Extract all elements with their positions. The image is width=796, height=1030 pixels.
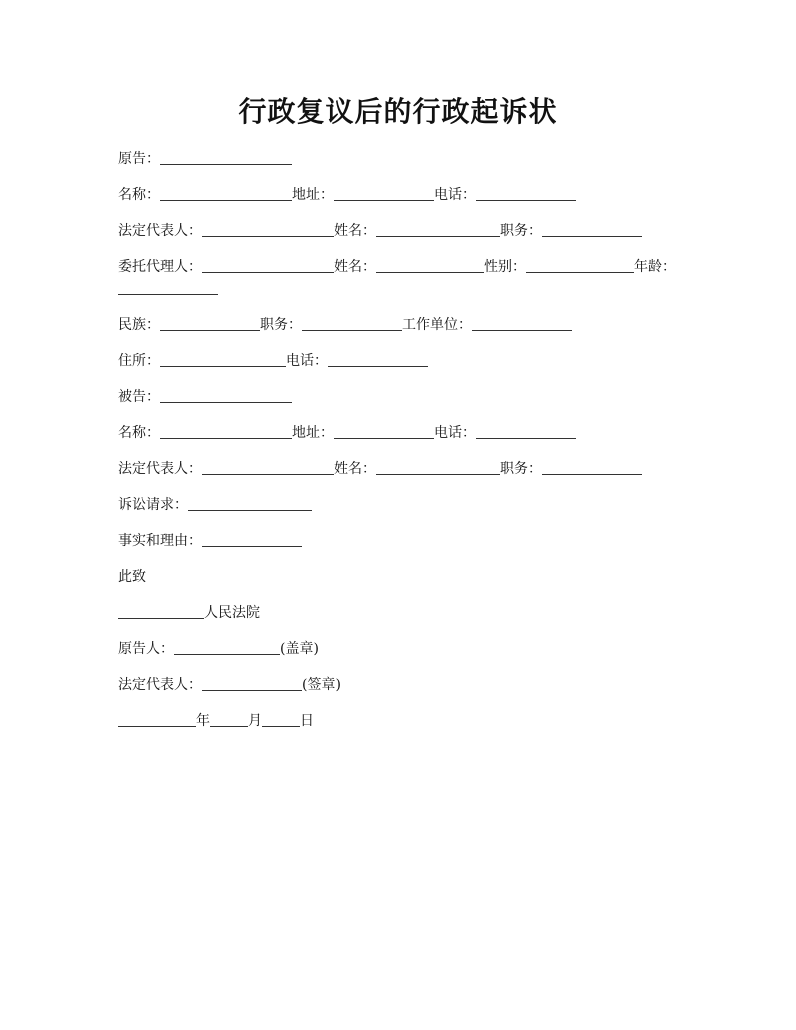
plaintiff-blank[interactable]: [160, 150, 292, 165]
plaintiff-phone-label: 电话：: [434, 187, 476, 203]
ethnicity-line: [118, 314, 678, 336]
defendant-line: [118, 386, 678, 408]
defendant-address-label: 地址：: [292, 425, 334, 441]
closing-text: 此致: [118, 569, 146, 585]
agent-age-label-2: 龄：: [648, 259, 676, 275]
ethnicity-blank[interactable]: [160, 316, 260, 331]
plaintiff-legal-rep-line: [118, 220, 678, 242]
residence-line: [118, 350, 678, 372]
residence-phone-blank[interactable]: [328, 352, 428, 367]
defendant-name-label: 名称：: [118, 425, 160, 441]
agent-label: 委托代理人：: [118, 259, 202, 275]
defendant-rep-position-blank[interactable]: [542, 460, 642, 475]
year-label: 年: [196, 713, 210, 729]
defendant-blank[interactable]: [160, 388, 292, 403]
workplace-blank[interactable]: [472, 316, 572, 331]
month-blank[interactable]: [210, 712, 248, 727]
closing-line: [118, 566, 678, 588]
defendant-rep-name-blank[interactable]: [376, 460, 500, 475]
sign-legal-rep-blank[interactable]: [202, 676, 302, 691]
plaintiff-legal-rep-blank[interactable]: [202, 222, 334, 237]
defendant-legal-rep-line: [118, 458, 678, 480]
plaintiff-rep-position-blank[interactable]: [542, 222, 642, 237]
agent-position-label: 职务：: [260, 317, 302, 333]
agent-name-label: 姓名：: [334, 259, 376, 275]
sign-plaintiff-line: [118, 638, 678, 660]
signature-note: (签章): [302, 677, 341, 693]
court-suffix: 人民法院: [204, 605, 260, 621]
defendant-phone-label: 电话：: [434, 425, 476, 441]
claims-blank[interactable]: [188, 496, 312, 511]
defendant-legal-rep-label: 法定代表人：: [118, 461, 202, 477]
plaintiff-name-label: 名称：: [118, 187, 160, 203]
court-blank[interactable]: [118, 604, 204, 619]
agent-age-label-1: 年: [634, 259, 648, 275]
sign-plaintiff-blank[interactable]: [174, 640, 280, 655]
defendant-name-blank[interactable]: [160, 424, 292, 439]
plaintiff-address-label: 地址：: [292, 187, 334, 203]
agent-blank[interactable]: [202, 258, 334, 273]
claims-label: 诉讼请求：: [118, 497, 188, 513]
facts-line: [118, 530, 678, 552]
document-title: 行政复议后的行政起诉状: [238, 95, 558, 128]
sign-plaintiff-label: 原告人：: [118, 641, 174, 657]
defendant-phone-blank[interactable]: [476, 424, 576, 439]
month-label: 月: [248, 713, 262, 729]
residence-phone-label: 电话：: [286, 353, 328, 369]
court-line: [118, 602, 678, 624]
facts-blank[interactable]: [202, 532, 302, 547]
agent-position-blank[interactable]: [302, 316, 402, 331]
plaintiff-label: 原告：: [118, 151, 160, 167]
agent-gender-blank[interactable]: [526, 258, 634, 273]
workplace-label: 工作单位：: [402, 317, 472, 333]
agent-line: [118, 256, 678, 300]
plaintiff-line: [118, 148, 678, 170]
claims-line: [118, 494, 678, 516]
facts-label: 事实和理由：: [118, 533, 202, 549]
defendant-rep-name-label: 姓名：: [334, 461, 376, 477]
plaintiff-rep-position-label: 职务：: [500, 223, 542, 239]
day-blank[interactable]: [262, 712, 300, 727]
defendant-rep-position-label: 职务：: [500, 461, 542, 477]
day-label: 日: [300, 713, 314, 729]
agent-age-blank[interactable]: [118, 280, 218, 295]
defendant-label: 被告：: [118, 389, 160, 405]
document-body: [118, 148, 678, 746]
plaintiff-phone-blank[interactable]: [476, 186, 576, 201]
date-line: [118, 710, 678, 732]
seal-note: (盖章): [280, 641, 319, 657]
defendant-legal-rep-blank[interactable]: [202, 460, 334, 475]
agent-gender-label: 性别：: [484, 259, 526, 275]
plaintiff-name-line: [118, 184, 678, 206]
residence-label: 住所：: [118, 353, 160, 369]
plaintiff-rep-name-blank[interactable]: [376, 222, 500, 237]
agent-name-blank[interactable]: [376, 258, 484, 273]
plaintiff-rep-name-label: 姓名：: [334, 223, 376, 239]
plaintiff-name-blank[interactable]: [160, 186, 292, 201]
year-blank[interactable]: [118, 712, 196, 727]
sign-legal-rep-label: 法定代表人：: [118, 677, 202, 693]
defendant-address-blank[interactable]: [334, 424, 434, 439]
ethnicity-label: 民族：: [118, 317, 160, 333]
sign-legal-rep-line: [118, 674, 678, 696]
plaintiff-address-blank[interactable]: [334, 186, 434, 201]
plaintiff-legal-rep-label: 法定代表人：: [118, 223, 202, 239]
residence-blank[interactable]: [160, 352, 286, 367]
defendant-name-line: [118, 422, 678, 444]
